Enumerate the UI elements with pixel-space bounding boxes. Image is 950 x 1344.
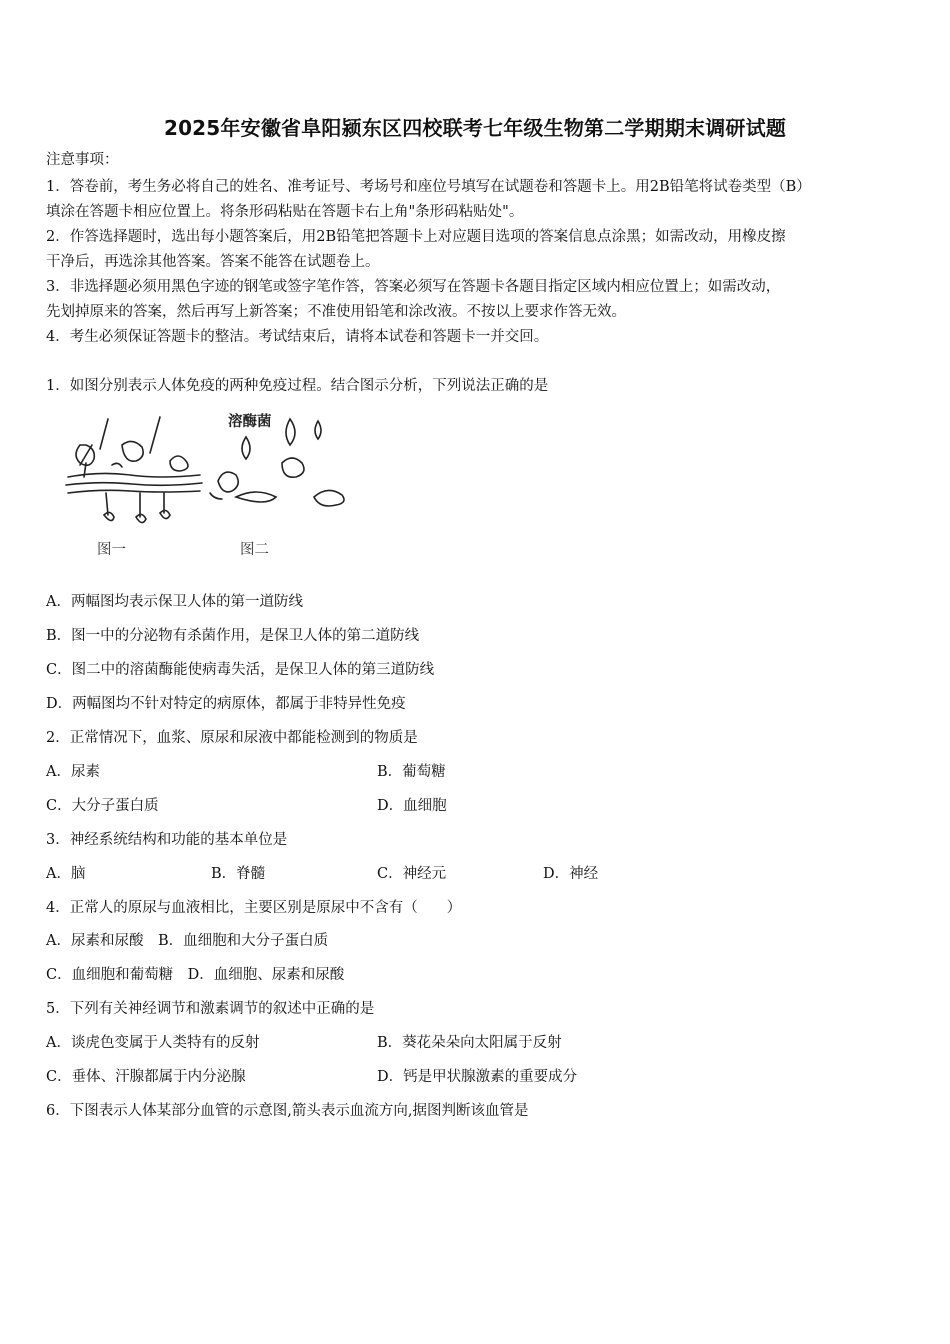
q3-options-row xyxy=(46,864,906,884)
q5-option-d: D．钙是甲状腺激素的重要成分 xyxy=(377,1069,578,1085)
question-1-stem: 1．如图分别表示人体免疫的两种免疫过程。结合图示分析，下列说法正确的是 xyxy=(46,378,549,394)
q1-option-a: A．两幅图均表示保卫人体的第一道防线 xyxy=(46,594,303,610)
question-2-stem: 2．正常情况下，血浆、原尿和尿液中都能检测到的物质是 xyxy=(46,730,418,746)
q3-option-d: D．神经 xyxy=(543,866,599,882)
notice-heading: 注意事项： xyxy=(46,152,119,168)
question-4-stem: 4．正常人的原尿与血液相比，主要区别是原尿中不含有（ ） xyxy=(46,900,462,916)
notice-line: 4．考生必须保证答题卡的整洁。考试结束后，请将本试卷和答题卡一并交回。 xyxy=(46,329,549,345)
notice-line: 干净后，再选涂其他答案。答案不能答在试题卷上。 xyxy=(46,254,380,270)
q1-option-d: D．两幅图均不针对特定的病原体，都属于非特异性免疫 xyxy=(46,696,406,712)
question-5-stem: 5．下列有关神经调节和激素调节的叙述中正确的是 xyxy=(46,1001,375,1017)
q5-option-c: C．垂体、汗腺都属于内分泌腺 xyxy=(46,1069,246,1085)
q3-option-a: A．脑 xyxy=(46,866,86,882)
figure-label-lysozyme: 溶酶菌 xyxy=(228,413,272,430)
question-3-stem: 3．神经系统结构和功能的基本单位是 xyxy=(46,832,288,848)
notice-line: 先划掉原来的答案，然后再写上新答案；不准使用铅笔和涂改液。不按以上要求作答无效。 xyxy=(46,304,626,320)
notice-line: 填涂在答题卡相应位置上。将条形码粘贴在答题卡右上角"条形码粘贴处"。 xyxy=(46,204,524,220)
q2-option-a: A．尿素 xyxy=(46,764,100,780)
q1-option-b: B．图一中的分泌物有杀菌作用，是保卫人体的第二道防线 xyxy=(46,628,420,644)
question-6-stem: 6．下图表示人体某部分血管的示意图,箭头表示血流方向,据图判断该血管是 xyxy=(46,1103,529,1119)
q1-option-c: C．图二中的溶菌酶能使病毒失活，是保卫人体的第三道防线 xyxy=(46,662,435,678)
q5-options-row-1 xyxy=(46,1033,906,1053)
immune-figure xyxy=(60,405,360,575)
q4-options-cd: C．血细胞和葡萄糖 D．血细胞、尿素和尿酸 xyxy=(46,967,345,983)
q2-options-row-1 xyxy=(46,762,906,782)
q2-options-row-2 xyxy=(46,796,906,816)
q2-option-d: D．血细胞 xyxy=(377,798,447,814)
q2-option-b: B．葡萄糖 xyxy=(377,764,446,780)
q3-option-c: C．神经元 xyxy=(377,866,447,882)
q4-options-ab: A．尿素和尿酸 B．血细胞和大分子蛋白质 xyxy=(46,933,329,949)
q5-option-a: A．谈虎色变属于人类特有的反射 xyxy=(46,1035,260,1051)
notice-line: 2．作答选择题时，选出每小题答案后，用2B铅笔把答题卡上对应题目选项的答案信息点涂黑；如需改动，用橡皮擦 xyxy=(46,229,786,245)
q3-option-b: B．脊髓 xyxy=(211,866,266,882)
page-title: 2025年安徽省阜阳颍东区四校联考七年级生物第二学期期末调研试题 xyxy=(163,116,787,140)
q2-option-c: C．大分子蛋白质 xyxy=(46,798,159,814)
q5-option-b: B．葵花朵朵向太阳属于反射 xyxy=(377,1035,562,1051)
figure-caption-1: 图一 xyxy=(97,542,126,558)
figure-caption-2: 图二 xyxy=(240,542,269,558)
q5-options-row-2 xyxy=(46,1067,906,1087)
notice-line: 3．非选择题必须用黑色字迹的钢笔或签字笔作答，答案必须写在答题卡各题目指定区域内相应位置上；如需改动， xyxy=(46,279,781,295)
notice-line: 1．答卷前，考生务必将自己的姓名、准考证号、考场号和座位号填写在试题卷和答题卡上。用2B铅笔将试卷类型（B） xyxy=(46,179,811,195)
